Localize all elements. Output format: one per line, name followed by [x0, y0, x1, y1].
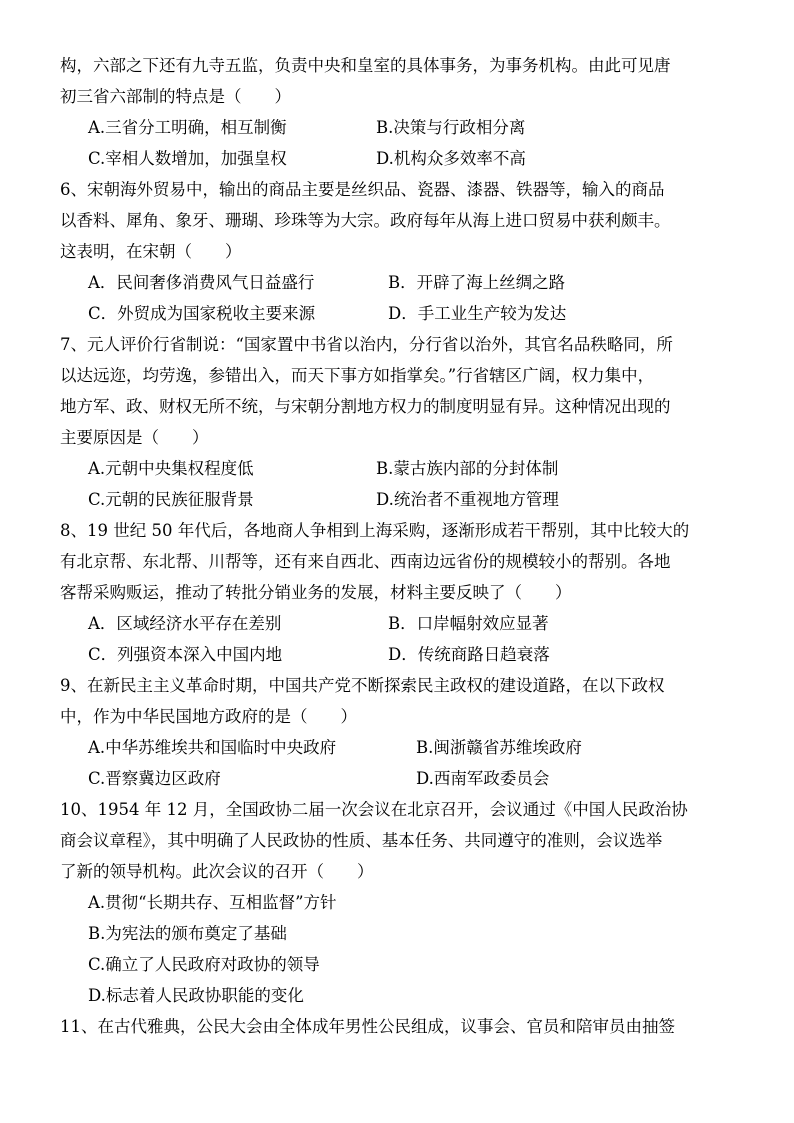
option-row: [60, 608, 750, 639]
question-text-line: 以达远迩，均劳逸，参错出入，而天下事方如指掌矣。”行省辖区广阔，权力集中，: [60, 366, 655, 385]
question-text-line: 初三省六部制的特点是（ ）: [60, 87, 291, 106]
option-a: A.中华苏维埃共和国临时中央政府: [88, 738, 337, 757]
option-row: [60, 453, 750, 484]
option-row: [60, 484, 750, 515]
question-text-line: 6、宋朝海外贸易中，输出的商品主要是丝织品、瓷器、漆器、铁器等，输入的商品: [60, 180, 665, 199]
question-text-line: 客帮采购贩运，推动了转批分销业务的发展，材料主要反映了（ ）: [60, 583, 572, 602]
option-row: [60, 143, 750, 174]
question-text-line: 11、在古代雅典，公民大会由全体成年男性公民组成，议事会、官员和陪审员由抽签: [60, 1017, 675, 1036]
option-b: B.为宪法的颁布奠定了基础: [88, 924, 287, 943]
option-row: [60, 639, 750, 670]
option-b: B．开辟了海上丝绸之路: [388, 273, 566, 292]
option-d: D.机构众多效率不高: [376, 149, 526, 168]
question-text-line: 8、19 世纪 50 年代后，各地商人争相到上海采购，逐渐形成若干帮别，其中比较大的: [60, 521, 690, 540]
option-b: B．口岸幅射效应显著: [388, 614, 549, 633]
option-row: [60, 763, 750, 794]
option-row: [60, 298, 750, 329]
option-b: B.闽浙赣省苏维埃政府: [416, 738, 582, 757]
question-text-line: 了新的领导机构。此次会议的召开（ ）: [60, 862, 374, 881]
option-c: C．列强资本深入中国内地: [88, 645, 283, 664]
option-c: C.宰相人数增加，加强皇权: [88, 149, 287, 168]
option-row: [60, 112, 750, 143]
option-c: C．外贸成为国家税收主要来源: [88, 304, 316, 323]
question-text-line: 构，六部之下还有九寺五监，负责中央和皇室的具体事务，为事务机构。由此可见唐: [60, 56, 671, 75]
option-d: D．手工业生产较为发达: [388, 304, 567, 323]
question-text-line: 9、在新民主主义革命时期，中国共产党不断探索民主政权的建设道路，在以下政权: [60, 676, 665, 695]
question-text-line: 7、元人评价行省制说：“国家置中书省以治内，分行省以治外，其官名品秩略同，所: [60, 335, 673, 354]
question-6: [60, 174, 750, 329]
option-row: [60, 732, 750, 763]
question-text-line: 中，作为中华民国地方政府的是（ ）: [60, 707, 357, 726]
question-9: [60, 670, 750, 794]
option-b: B.蒙古族内部的分封体制: [376, 459, 559, 478]
option-a: A.元朝中央集权程度低: [88, 459, 254, 478]
question-text-line: 主要原因是（ ）: [60, 428, 209, 447]
question-text-line: 有北京帮、东北帮、川帮等，还有来自西北、西南边远省份的规模较小的帮别。各地: [60, 552, 671, 571]
question-text-line: 以香料、犀角、象牙、珊瑚、珍珠等为大宗。政府每年从海上进口贸易中获利颇丰。: [60, 211, 671, 230]
question-7: [60, 329, 750, 515]
question-11: [60, 1011, 750, 1042]
question-text-line: 10、1954 年 12 月，全国政协二届一次会议在北京召开，会议通过《中国人民政治协: [60, 800, 688, 819]
option-row: [60, 267, 750, 298]
option-d: D.标志着人民政协职能的变化: [88, 986, 304, 1005]
exam-page: [60, 50, 750, 1042]
option-a: A．区域经济水平存在差别: [88, 614, 282, 633]
question-text-line: 地方军、政、财权无所不统，与宋朝分割地方权力的制度明显有异。这种情况出现的: [60, 397, 671, 416]
option-b: B.决策与行政相分离: [376, 118, 526, 137]
option-c: C.确立了人民政府对政协的领导: [88, 955, 320, 974]
option-d: D.西南军政委员会: [416, 769, 550, 788]
question-text-line: 这表明，在宋朝（ ）: [60, 242, 242, 261]
option-c: C.元朝的民族征服背景: [88, 490, 254, 509]
option-a: A.三省分工明确，相互制衡: [88, 118, 287, 137]
question-8: [60, 515, 750, 670]
option-d: D.统治者不重视地方管理: [376, 490, 559, 509]
question-10: [60, 794, 750, 1011]
question-5: [60, 50, 750, 174]
option-a: A.贯彻“长期共存、互相监督”方针: [88, 893, 337, 912]
option-c: C.晋察冀边区政府: [88, 769, 221, 788]
option-a: A．民间奢侈消费风气日益盛行: [88, 273, 315, 292]
question-text-line: 商会议章程》，其中明确了人民政协的性质、基本任务、共同遵守的准则，会议选举: [60, 831, 663, 850]
option-d: D．传统商路日趋衰落: [388, 645, 550, 664]
